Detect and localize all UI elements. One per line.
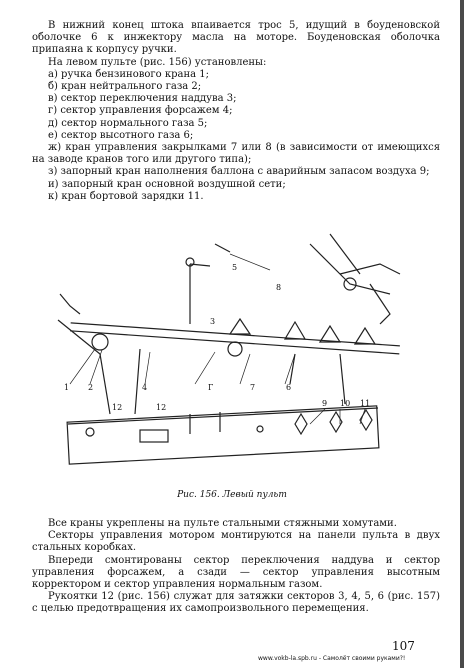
paragraph: Секторы управления мотором монтируются на панели пульта в двух стальных коробках. bbox=[32, 530, 440, 554]
list-item: е) сектор высотного газа 6; bbox=[48, 129, 194, 141]
paragraph: Все краны укреплены на пульте стальными стяжными хомутами. bbox=[48, 518, 397, 529]
figure-left-panel-drawing bbox=[40, 224, 420, 486]
list-item: з) запорный кран наполнения баллона с аварийным запасом воздуха 9; bbox=[48, 166, 430, 178]
paragraph-bowden: В нижний конец штока впаивается трос 5, идущий в боуденовской оболочке 6 к инжектору масла на моторе. Боуденовская оболочка припаяна к корпусу ручки. bbox=[32, 20, 440, 56]
paragraph-left-panel-intro: На левом пульте (рис. 156) установлены: bbox=[48, 56, 267, 68]
figure-label: 10 bbox=[340, 399, 351, 408]
figure-label: 5 bbox=[232, 263, 238, 272]
figure-label: 7 bbox=[250, 383, 256, 392]
figure-label: 8 bbox=[276, 283, 282, 292]
figure-label: 1 bbox=[64, 383, 70, 392]
figure-label: 12 bbox=[112, 403, 123, 412]
figure-label: 2 bbox=[88, 383, 94, 392]
page-number: 107 bbox=[392, 639, 415, 653]
list-item: ж) кран управления закрылками 7 или 8 (в зависимости от имеющихся на заводе кранов того или другого типа); bbox=[32, 142, 440, 166]
figure-label: 4 bbox=[142, 383, 148, 392]
list-item: д) сектор нормального газа 5; bbox=[48, 117, 208, 129]
scan-edge bbox=[460, 0, 464, 668]
top-text-block bbox=[32, 20, 440, 203]
list-item: а) ручка бензинового крана 1; bbox=[48, 68, 209, 80]
figure-label: 11 bbox=[360, 399, 371, 408]
list-item: и) запорный кран основной воздушной сети; bbox=[48, 178, 286, 190]
paragraph: Рукоятки 12 (рис. 156) служат для затяжки секторов 3, 4, 5, 6 (рис. 157) с целью предотвращения их самопроизвольного перемещения. bbox=[32, 591, 440, 615]
figure-label: 6 bbox=[286, 383, 292, 392]
bottom-text-block bbox=[32, 518, 440, 616]
figure-caption: Рис. 156. Левый пульт bbox=[177, 490, 287, 500]
paragraph: Впереди смонтированы сектор переключения наддува и сектор управления форсажем, а сзади — сектор управления высотным корректором и сектор управления нормальным газом. bbox=[32, 554, 440, 591]
list-item: г) сектор управления форсажем 4; bbox=[48, 105, 233, 117]
list-item: к) кран бортовой зарядки 11. bbox=[48, 190, 204, 202]
figure-label: 9 bbox=[322, 399, 328, 408]
figure-label: 3 bbox=[210, 317, 216, 326]
list-item: в) сектор переключения наддува 3; bbox=[48, 93, 237, 105]
figure-label: 12 bbox=[156, 403, 167, 412]
figure-label: Г bbox=[208, 383, 214, 392]
list-item: б) кран нейтрального газа 2; bbox=[48, 81, 202, 93]
footer-watermark: www.vokb-la.spb.ru - Самолёт своими руками?! bbox=[258, 655, 406, 662]
